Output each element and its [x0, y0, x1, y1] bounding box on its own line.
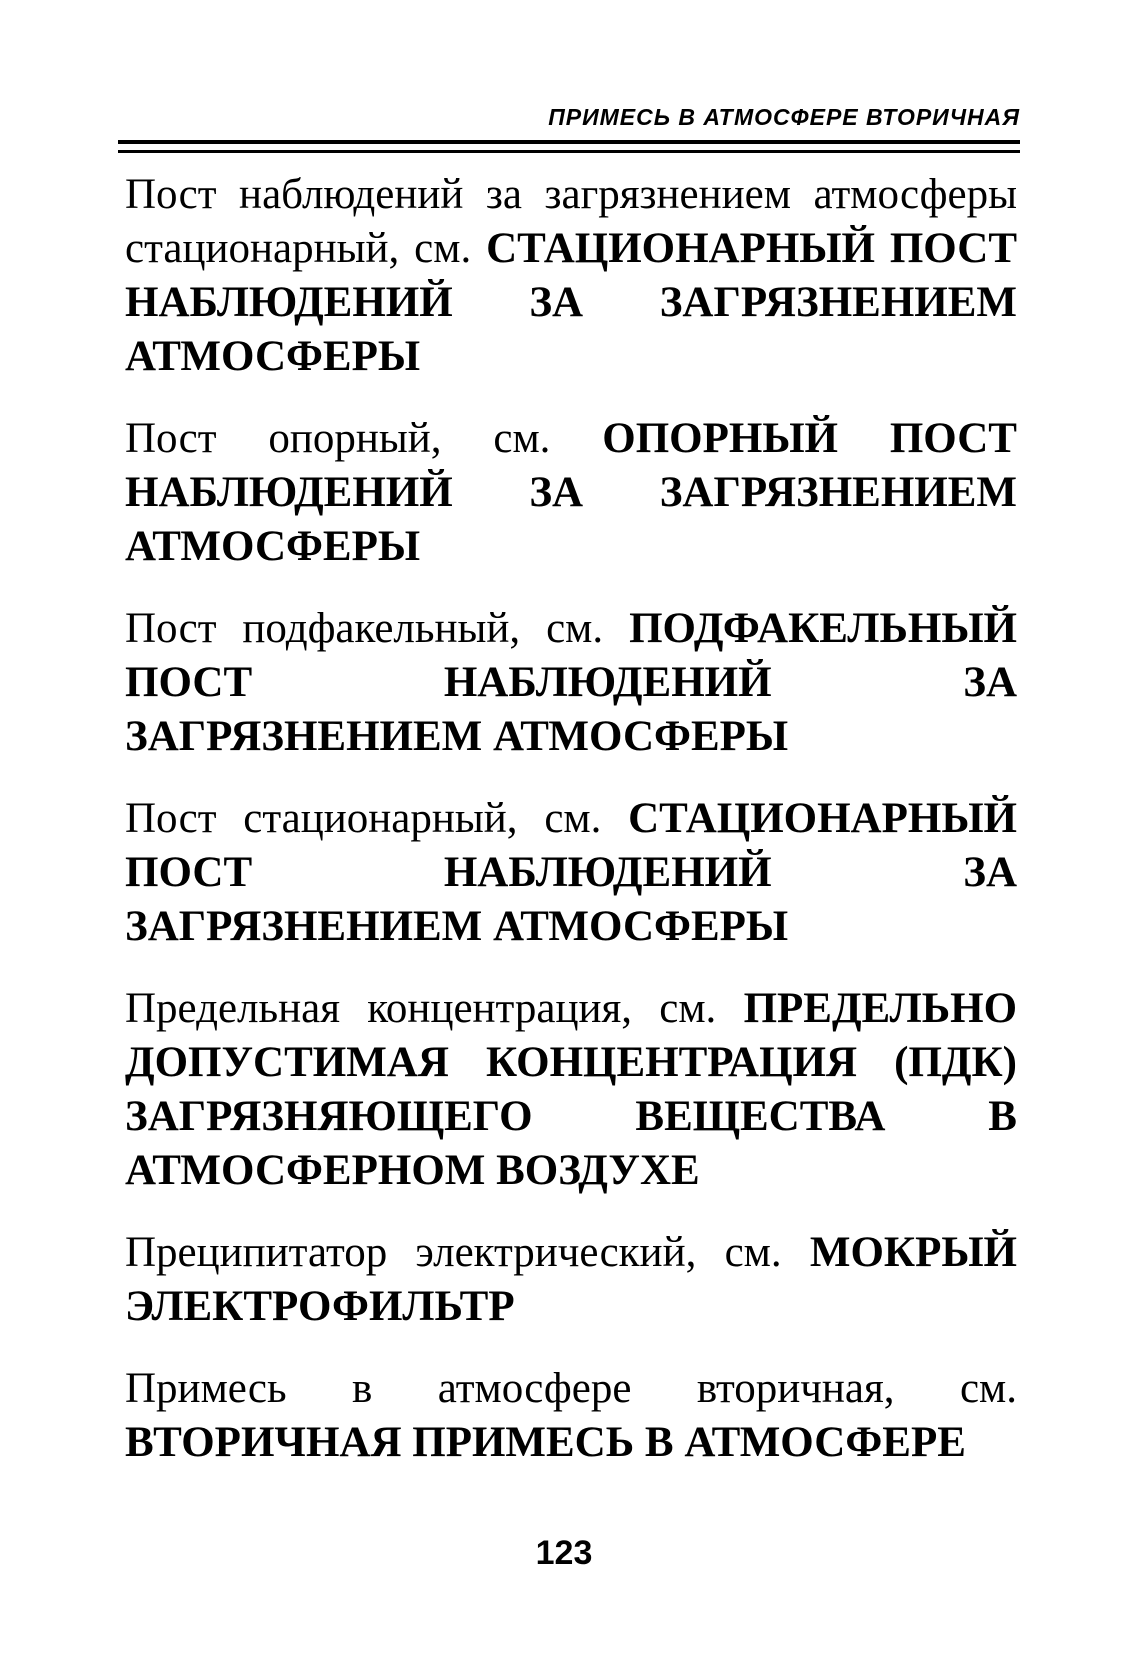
entry-target: СТАЦИОНАРНЫЙ ПОСТ НАБЛЮДЕНИЙ ЗА ЗАГРЯЗНЕНИЕМ АТМОСФЕРЫ [125, 225, 1018, 380]
entry-target: МОКРЫЙ ЭЛЕКТРОФИЛЬТР [125, 1229, 1018, 1330]
dictionary-entry [125, 602, 1017, 764]
dictionary-entry [125, 792, 1017, 954]
entry-see-reference: см. [659, 985, 717, 1032]
dictionary-entry [125, 168, 1017, 384]
entry-target: СТАЦИОНАРНЫЙ ПОСТ НАБЛЮДЕНИЙ ЗА ЗАГРЯЗНЕНИЕМ АТМОСФЕРЫ [125, 795, 1017, 950]
entry-see-reference: см. [959, 1365, 1018, 1412]
entry-see-reference: см. [544, 795, 602, 842]
running-head: ПРИМЕСЬ В АТМОСФЕРЕ ВТОРИЧНАЯ [548, 104, 1020, 130]
entry-term: Пост наблюдений за загрязнением атмосферы стационарный, [125, 171, 1017, 272]
dictionary-entry [125, 982, 1017, 1198]
entry-term: Пост опорный, [125, 415, 442, 462]
entry-see-reference: см. [724, 1229, 782, 1276]
entry-term: Предельная концентрация, [125, 985, 633, 1032]
entry-target: ПОДФАКЕЛЬНЫЙ ПОСТ НАБЛЮДЕНИЙ ЗА ЗАГРЯЗНЕНИЕМ АТМОСФЕРЫ [125, 605, 1017, 760]
entry-term: Примесь в атмосфере вторичная, [125, 1365, 895, 1412]
entry-target: ОПОРНЫЙ ПОСТ НАБЛЮДЕНИЙ ЗА ЗАГРЯЗНЕНИЕМ АТМОСФЕРЫ [125, 415, 1017, 570]
header-rule-thin [118, 150, 1020, 153]
dictionary-entry [125, 1362, 1017, 1470]
entry-term: Преципитатор электрический, [125, 1229, 697, 1276]
entry-see-reference: см. [414, 225, 472, 272]
page-number: 123 [535, 1534, 593, 1572]
entry-target: ПРЕДЕЛЬНО ДОПУСТИМАЯ КОНЦЕНТРАЦИЯ (ПДК) ЗАГРЯЗНЯЮЩЕГО ВЕЩЕСТВА В АТМОСФЕРНОМ ВОЗДУХЕ [125, 985, 1018, 1194]
entry-see-reference: см. [546, 605, 604, 652]
entry-target: ВТОРИЧНАЯ ПРИМЕСЬ В АТМОСФЕРЕ [125, 1419, 966, 1466]
header-rule [118, 140, 1020, 144]
entry-term: Пост стационарный, [125, 795, 518, 842]
entry-list [125, 168, 1017, 1498]
entry-term: Пост подфакельный, [125, 605, 521, 652]
dictionary-entry [125, 1226, 1017, 1334]
dictionary-entry [125, 412, 1017, 574]
entry-see-reference: см. [493, 415, 551, 462]
